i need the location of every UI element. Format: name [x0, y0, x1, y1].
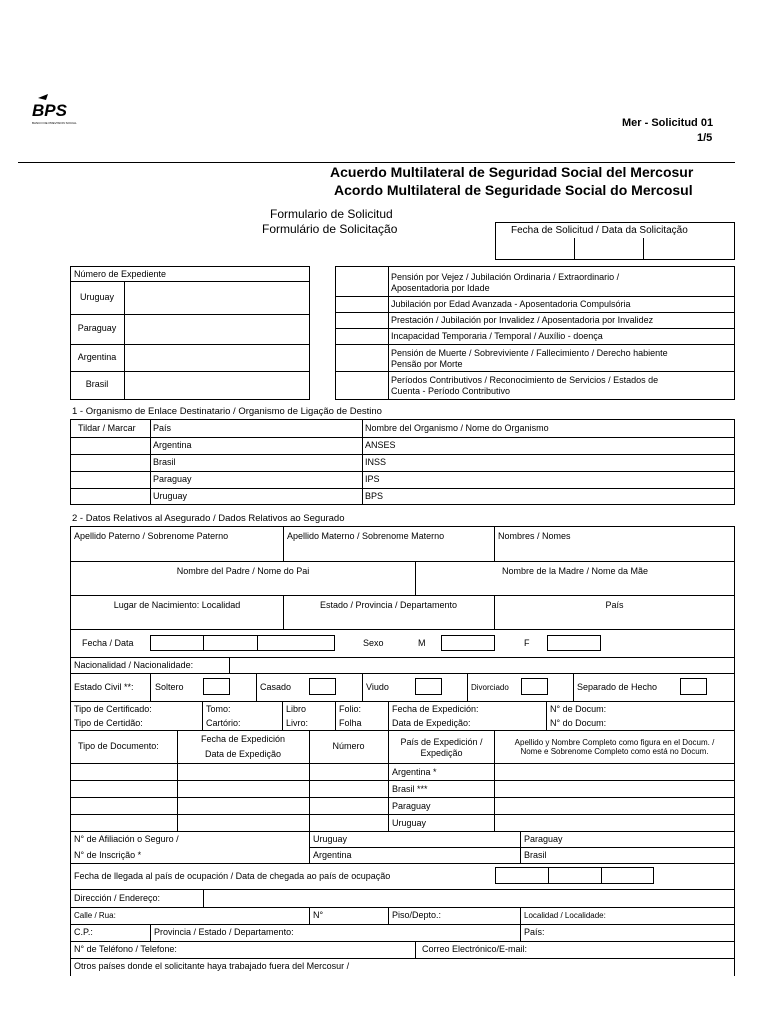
title-es: Acuerdo Multilateral de Seguridad Social del Mercosur — [330, 164, 694, 180]
numero-label: Número — [332, 741, 365, 751]
fecha-label: Fecha / Data — [82, 638, 134, 648]
nombre-madre-label: Nombre de la Madre / Nome da Mãe — [501, 566, 649, 576]
pais-expedicion-label-1: País de Expedición / — [400, 737, 483, 747]
direccion-label: Dirección / Endereço: — [74, 893, 161, 903]
cp-label: C.P.: — [74, 927, 93, 937]
pension-incapacidad-label: Incapacidad Temporaria / Temporal / Auxílio - doença — [391, 331, 603, 341]
doc-row-brasil[interactable] — [72, 782, 176, 796]
pension-vejez-check[interactable] — [337, 268, 386, 295]
col-tildar: Tildar / Marcar — [78, 423, 136, 433]
estado-civil-label: Estado Civil **: — [74, 682, 134, 692]
page-number: 1/5 — [697, 132, 713, 144]
org-inss: INSS — [365, 457, 387, 467]
pension-edad-label: Jubilación por Edad Avanzada - Aposentadoria Compulsória — [391, 299, 631, 309]
fecha-llegada-label: Fecha de llegada al país de ocupación / Data de chegada ao país de ocupação — [74, 871, 391, 881]
expediente-argentina-field[interactable] — [126, 346, 308, 370]
pais-argentina: Argentina — [153, 440, 192, 450]
nacionalidad-field[interactable] — [231, 659, 732, 672]
folha-label: Folha — [339, 718, 362, 728]
pension-invalidez-label: Prestación / Jubilación por Invalidez / Aposentadoria por Invalidez — [391, 315, 654, 325]
doc-country-argentina: Argentina * — [392, 767, 437, 777]
section1-title: 1 - Organismo de Enlace Destinatario / Organismo de Ligação de Destino — [72, 406, 382, 417]
soltero-label: Soltero — [155, 682, 184, 692]
livro-label: Livro: — [286, 718, 309, 728]
lugar-nacimiento-label: Lugar de Nacimiento: Localidad — [113, 600, 241, 610]
num-do-docum-label: N° do Docum: — [550, 718, 607, 728]
form-code: Mer - Solicitud 01 — [622, 117, 714, 129]
fecha-solicitud-field[interactable] — [497, 238, 733, 258]
viudo-label: Viudo — [366, 682, 389, 692]
apellido-paterno-label: Apellido Paterno / Sobrenome Paterno — [74, 531, 229, 541]
fecha-llegada-field[interactable] — [495, 867, 654, 884]
pension-edad-check[interactable] — [337, 298, 386, 311]
sexo-m-checkbox[interactable] — [441, 635, 495, 651]
bps-logo — [30, 92, 80, 128]
provincia-label: Provincia / Estado / Departamento: — [154, 927, 294, 937]
form-label-es: Formulario de Solicitud — [270, 207, 393, 221]
pais-paraguay: Paraguay — [153, 474, 192, 484]
pension-muerte-check[interactable] — [337, 346, 386, 370]
numero-dir-label: N° — [313, 910, 324, 920]
libro-label: Libro — [286, 704, 307, 714]
pension-periodos-label-2: Cuenta - Período Contributivo — [391, 386, 511, 396]
telefono-label: N° de Teléfono / Telefone: — [74, 944, 177, 954]
afiliacion-brasil-label: Brasil — [524, 850, 547, 860]
pais-nacimiento-label: País — [605, 600, 624, 610]
pension-incapacidad-check[interactable] — [337, 330, 386, 343]
tildar-paraguay[interactable] — [72, 473, 148, 487]
nombres-label: Nombres / Nomes — [498, 531, 571, 541]
fecha-exp2-pt-label: Data de Expedição — [204, 749, 282, 759]
expediente-brasil: Brasil — [85, 379, 109, 389]
localidad-label: Localidad / Localidade: — [524, 911, 606, 920]
pension-vejez-label-2: Aposentadoria por Idade — [391, 283, 490, 293]
nombres-field[interactable] — [496, 543, 732, 559]
apellido-paterno-field[interactable] — [72, 543, 281, 559]
pais-expedicion-label-2: Expedição — [420, 748, 463, 758]
correo-label: Correo Electrónico/E-mail: — [422, 944, 528, 954]
header-rule — [18, 162, 735, 163]
sexo-f-checkbox[interactable] — [547, 635, 601, 651]
title-pt: Acordo Multilateral de Seguridade Social do Mercosul — [334, 182, 693, 198]
pais-brasil: Brasil — [153, 457, 176, 467]
afiliacion-paraguay-label: Paraguay — [524, 834, 563, 844]
org-anses: ANSES — [365, 440, 396, 450]
nombre-madre-field[interactable] — [417, 578, 732, 593]
tildar-argentina[interactable] — [72, 439, 148, 453]
tipo-certificado-label: Tipo de Certificado: — [74, 704, 152, 714]
form-label-pt: Formulário de Solicitação — [262, 222, 398, 236]
doc-country-brasil: Brasil *** — [392, 784, 428, 794]
soltero-checkbox[interactable] — [203, 678, 230, 695]
expediente-brasil-field[interactable] — [126, 373, 308, 399]
folio-label: Folio: — [339, 704, 362, 714]
doc-country-paraguay: Paraguay — [392, 801, 431, 811]
divorciado-label: Divorciado — [471, 683, 509, 692]
divorciado-checkbox[interactable] — [521, 678, 548, 695]
expediente-uruguay-field[interactable] — [126, 283, 308, 313]
otros-paises-label: Otros países donde el solicitante haya trabajado fuera del Mercosur / — [74, 961, 350, 971]
apellido-doc-label-1: Apellido y Nombre Completo como figura en el Docum. / — [514, 738, 715, 747]
pais-dir-label: País: — [524, 927, 545, 937]
direccion-field[interactable] — [205, 891, 732, 905]
section2-title: 2 - Datos Relativos al Asegurado / Dados Relativos ao Segurado — [72, 513, 345, 524]
afiliacion-uruguay-label: Uruguay — [313, 834, 348, 844]
doc-row-paraguay[interactable] — [72, 799, 176, 813]
tipo-documento-label: Tipo de Documento: — [78, 741, 159, 751]
afiliacion-label-es: N° de Afiliación o Seguro / — [74, 834, 179, 844]
svg-text:BPS: BPS — [32, 101, 67, 120]
sexo-m-label: M — [418, 638, 426, 648]
cartorio-label: Cartório: — [206, 718, 241, 728]
doc-row-uruguay[interactable] — [72, 816, 176, 830]
expediente-label: Número de Expediente — [74, 269, 167, 279]
casado-label: Casado — [260, 682, 292, 692]
apellido-doc-label-2: Nome e Sobrenome Completo como está no Docum. — [520, 747, 709, 756]
fecha-expedicion-label: Fecha de Expedición: — [392, 704, 479, 714]
fecha-solicitud-label: Fecha de Solicitud / Data da Solicitação — [511, 225, 688, 236]
expediente-paraguay: Paraguay — [77, 323, 117, 333]
nombre-padre-label: Nombre del Padre / Nome do Pai — [176, 566, 310, 576]
apellido-materno-label: Apellido Materno / Sobrenome Materno — [287, 531, 445, 541]
org-ips: IPS — [365, 474, 380, 484]
separado-label: Separado de Hecho — [577, 682, 658, 692]
nacionalidad-label: Nacionalidad / Nacionalidade: — [74, 660, 194, 670]
pension-invalidez-check[interactable] — [337, 314, 386, 327]
tildar-brasil[interactable] — [72, 456, 148, 470]
fecha-exp2-es-label: Fecha de Expedición — [200, 734, 286, 744]
calle-label: Calle / Rua: — [74, 911, 116, 920]
apellido-materno-field[interactable] — [285, 543, 492, 559]
tipo-certidao-label: Tipo de Certidão: — [74, 718, 143, 728]
col-nombre-organismo: Nombre del Organismo / Nome do Organismo — [365, 423, 549, 433]
afiliacion-label-pt: N° de Inscrição * — [74, 850, 142, 860]
afiliacion-argentina-label: Argentina — [313, 850, 352, 860]
fecha-nacimiento-field[interactable] — [150, 635, 335, 651]
org-bps: BPS — [365, 491, 384, 501]
viudo-checkbox[interactable] — [415, 678, 442, 695]
logo-subtitle: BANCO DE PREVISION SOCIAL — [32, 121, 77, 125]
separado-checkbox[interactable] — [680, 678, 707, 695]
piso-label: Piso/Depto.: — [392, 910, 442, 920]
num-docum-label: N° de Docum: — [550, 704, 607, 714]
tomo-label: Tomo: — [206, 704, 231, 714]
expediente-uruguay: Uruguay — [79, 292, 115, 302]
pais-uruguay: Uruguay — [153, 491, 188, 501]
data-expedicao-label: Data de Expedição: — [392, 718, 471, 728]
nombre-padre-field[interactable] — [72, 578, 413, 593]
pension-muerte-label-1: Pensión de Muerte / Sobreviviente / Fallecimiento / Derecho habiente — [391, 348, 668, 358]
estado-provincia-label: Estado / Provincia / Departamento — [319, 600, 458, 610]
expediente-paraguay-field[interactable] — [126, 316, 308, 343]
doc-row-argentina[interactable] — [72, 765, 176, 779]
pension-periodos-check[interactable] — [337, 373, 386, 399]
sexo-f-label: F — [524, 638, 530, 648]
casado-checkbox[interactable] — [309, 678, 336, 695]
tildar-uruguay[interactable] — [72, 490, 148, 504]
col-pais: País — [153, 423, 172, 433]
pension-muerte-label-2: Pensão por Morte — [391, 359, 463, 369]
expediente-argentina: Argentina — [77, 352, 117, 362]
pension-vejez-label-1: Pensión por Vejez / Jubilación Ordinaria / Extraordinario / — [391, 272, 620, 282]
doc-country-uruguay: Uruguay — [392, 818, 427, 828]
sexo-label: Sexo — [363, 638, 384, 648]
pension-periodos-label-1: Períodos Contributivos / Reconocimiento de Servicios / Estados de — [391, 375, 659, 385]
